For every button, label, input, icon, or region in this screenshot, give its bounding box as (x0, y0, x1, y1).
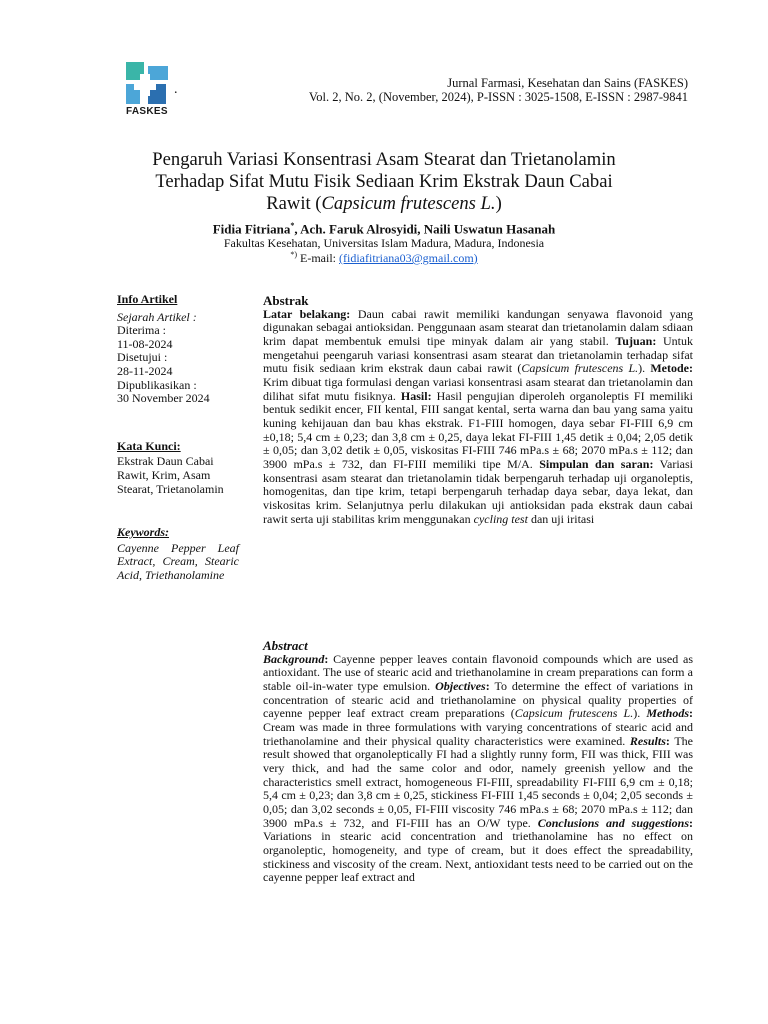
email-link[interactable]: (fidiafitriana03@gmail.com) (339, 251, 478, 265)
email-line: *) E-mail: (fidiafitriana03@gmail.com) (290, 250, 478, 265)
logo-dot: . (174, 82, 178, 97)
abstract-section (263, 639, 693, 885)
abstrak-section (263, 294, 693, 526)
kata-kunci-heading: Kata Kunci: (117, 438, 181, 453)
title-line-2: Terhadap Sifat Mutu Fisik Sediaan Krim Ekstrak Daun Cabai (155, 171, 613, 192)
title-line-1: Pengaruh Variasi Konsentrasi Asam Stearat dan Trietanolamin (152, 149, 616, 170)
authors: Fidia Fitriana*, Ach. Faruk Alrosyidi, Naili Uswatun Hasanah (212, 221, 556, 237)
keywords-heading: Keywords: (117, 525, 169, 540)
article-info-sidebar (117, 293, 239, 583)
abstract-heading: Abstract (263, 638, 308, 653)
abstrak-heading: Abstrak (263, 293, 309, 308)
title-line-3: Rawit (Capsicum frutescens L.) (266, 193, 502, 214)
abstract-body: Background: Cayenne pepper leaves contain flavonoid compounds which are used as antioxidant. The use of stearic acid and triethanolamine in cream preparations can form a stable oil-in-water type emulsion. Objectives: To determine the effect of variations in concentration of stearic acid and triethanolamine on physical quality properties of cayenne pepper leaf extract cream preparations (Capsicum frutescens L.). Methods: Cream was made in three formulations with varying concentrations of stearic acid and triethanolamine and their physical quality characteristics were examined. Results: The result showed that organoleptically FI had a slightly runny form, FII was thick, FIII was very thick, and had the same color and odor, namely greenish yellow and the characteristics smell extract, homogeneous FI-FIII, spreadability FI-FIII 6,9 cm ± 0,18; 5,4 cm ± 0,23; dan 3,8 cm ± 0,25, stickiness FI-FIII 1,45 seconds ± 0,04; 2,05 seconds ± 0,05; dan 3,02 seconds ± 0,05, FI-FIII viscosity 746 mPa.s ± 68; 2070 mPa.s ± 112; dan 3900 mPa.s ± 732, and FI-FIII has an O/W type. Conclusions and suggestions: Variations in stearic acid concentration and triethanolamine has no effect on organoleptic, homogeneity, and type of cream, but it does effect the spreadability, stickiness and viscosity of the cream. Next, antioxidant tests need to be carried out on the cayenne pepper leaf extract and (263, 651, 693, 885)
published-label: Dipublikasikan : (117, 377, 197, 392)
paper-title (100, 149, 668, 215)
journal-header (309, 76, 688, 104)
kata-kunci-list: Ekstrak Daun Cabai Rawit, Krim, Asam Stearat, Trietanolamin (117, 454, 224, 496)
abstrak-body: Latar belakang: Daun cabai rawit memiliki kandungan senyawa flavonoid yang digunakan sebagai antioksidan. Penggunaan asam stearat dan trietanolamin dalam sdiaan krim dapat membentuk emulsi tipe minyak dalam air yang stabil. Tujuan: Untuk mengetahui peengaruh variasi konsentrasi asam stearat dan trietanolamin terhadap sifat mutu fisik sediaan krim ekstrak daun cabai rawit (Capsicum frutescens L.). Metode: Krim dibuat tiga formulasi dengan variasi konsentrasi asam stearat dan trietanolamin dan dilihat sifat mutu fisiknya. Hasil: Hasil pengujian diperoleh organoleptis FI memiliki bentuk sedikit encer, FII kental, FIII sangat kental, serta warna dan bau yang sama yaitu kuning kehijauan dan bau khas ekstrak. F1-FIII homogen, daya sebar FI-FIII 6,9 cm ±0,18; 5,4 cm ± 0,23; dan 3,8 cm ± 0,25, daya lekat FI-FIII 1,45 detik ± 0,04; 2,05 detik ± 0,05; dan 3,02 detik ± 0,05, viskositas FI-FIII 746 mPa.s ± 68; 2070 mPa.s ± 112; dan 3900 mPa.s ± 732, dan FI-FIII memiliki tipe M/A. Simpulan dan saran: Variasi konsentrasi asam stearat dan trietanolamin tidak berpengaruh terhadap uji organoleptis, homogenitas, dan tipe krim, tetapi berpengaruh terhadap daya sebar, daya lekat, dan viskositas krim. Selanjutnya perlu dilakukan uji antioksidan pada ekstrak daun cabai rawit serta uji stabilitas krim menggunakan cycling test dan uji iritasi (263, 306, 694, 526)
history-label: Sejarah Artikel : (117, 309, 197, 324)
volume-info: Vol. 2, No. 2, (November, 2024), P-ISSN : 3025-1508, E-ISSN : 2987-9841 (308, 90, 688, 104)
approved-label: Disetujui : (117, 350, 168, 365)
journal-name: Jurnal Farmasi, Kesehatan dan Sains (FASKES) (447, 76, 688, 90)
published-date: 30 November 2024 (117, 391, 210, 406)
info-heading: Info Artikel (117, 292, 178, 306)
received-label: Diterima : (117, 323, 166, 338)
affiliation: Fakultas Kesehatan, Universitas Islam Madura, Madura, Indonesia (223, 236, 545, 250)
received-date: 11-08-2024 (117, 336, 173, 351)
approved-date: 28-11-2024 (117, 363, 173, 378)
keywords-list: Cayenne Pepper Leaf Extract, Cream, Stearic Acid, Triethanolamine (117, 540, 239, 582)
logo-text: FASKES (126, 106, 168, 117)
